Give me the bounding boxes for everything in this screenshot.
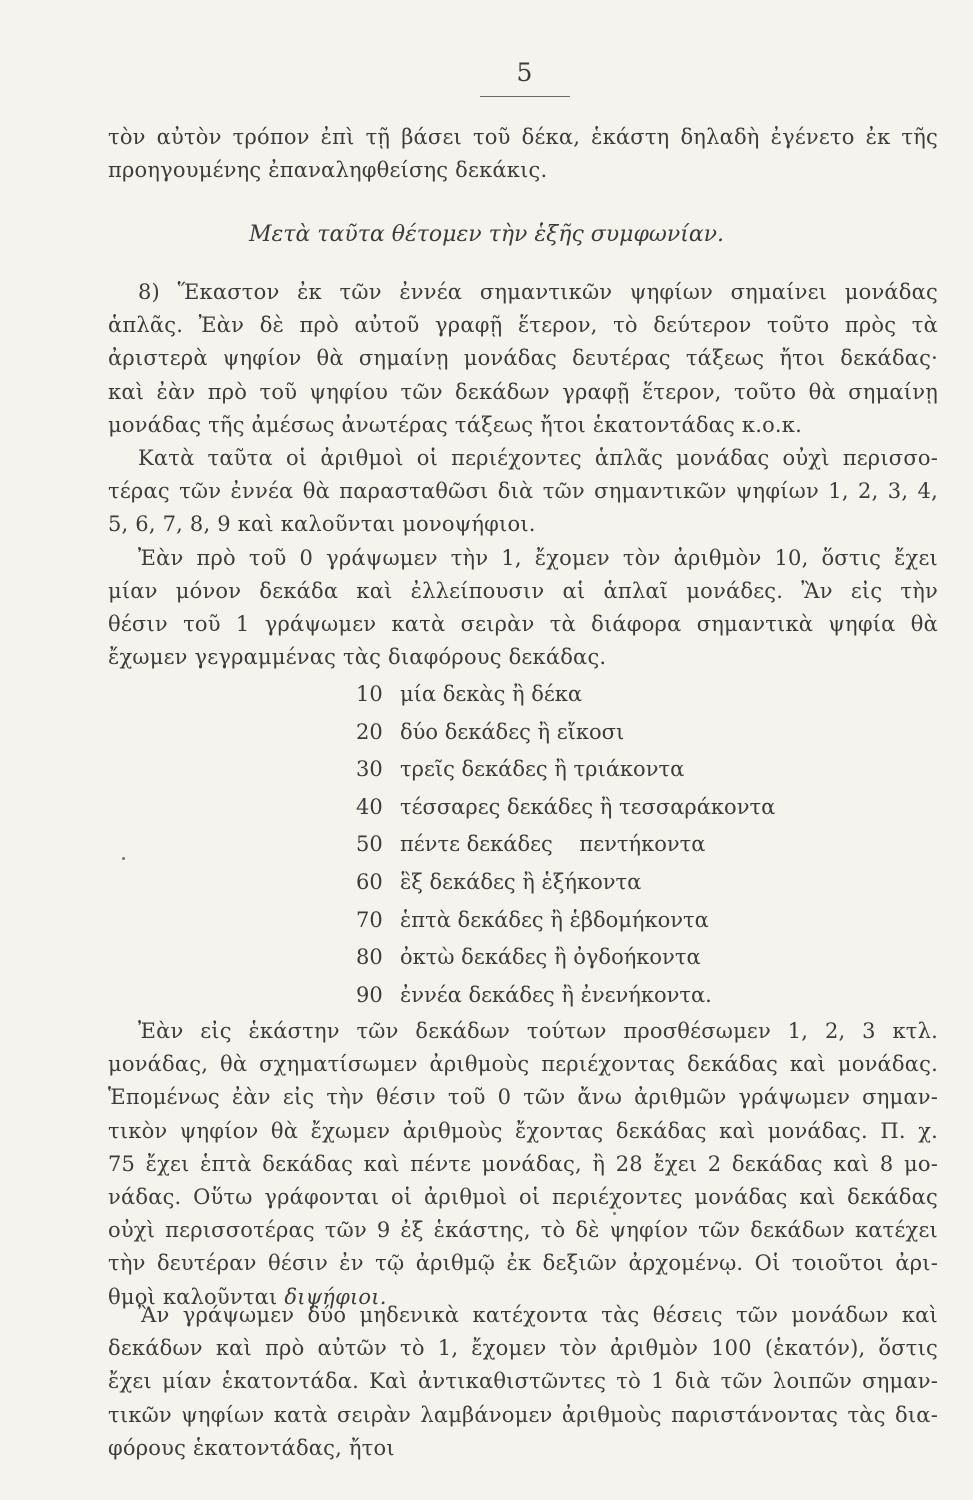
text-line: 8) Ἕκαστον ἐκ τῶν ἐννέα σημαντικῶν ψηφίων σημαίνει μονάδας: [138, 280, 938, 304]
list-item: [356, 751, 775, 789]
text-line: τὴν δευτέραν θέσιν ἐν τῷ ἀριθμῷ ἐκ δεξιῶν ἀρχομένῳ. Οἱ τοιοῦτοι ἀρι-: [108, 1251, 938, 1276]
list-number: 30: [356, 757, 383, 782]
list-text: τρεῖς δεκάδες ἢ τριάκοντα: [400, 757, 685, 782]
text-line: τικῶν ψηφίων κατὰ σειρὰν λαμβάνομεν ἀριθμοὺς παριστάνοντας τὰς δια-: [108, 1402, 938, 1427]
paragraph-hundreds: [108, 1299, 938, 1465]
list-item: [356, 826, 775, 864]
paragraph-continuation: [108, 121, 938, 187]
text-line: τικὸν ψηφίον θὰ ἔχωμεν ἀριθμοὺς ἔχοντας δεκάδας καὶ μονάδας. Π. χ.: [108, 1118, 938, 1143]
text-line: νάδας. Οὕτω γράφονται οἱ ἀριθμοὶ οἱ περιέχοντες μονάδας καὶ δεκάδας: [108, 1185, 938, 1210]
italic-term: διψήφιοι.: [284, 1284, 387, 1309]
list-item: [356, 977, 775, 1015]
list-item: [356, 676, 775, 714]
text-line: 75 ἔχει ἑπτὰ δεκάδας καὶ πέντε μονάδας, ἢ 28 ἔχει 2 δεκάδας καὶ 8 μο-: [108, 1151, 938, 1176]
paper-speck: [613, 1212, 616, 1215]
text-line: τὸν αὐτὸν τρόπον ἐπὶ τῇ βάσει τοῦ δέκα, ἑκάστη δηλαδὴ ἐγένετο ἐκ τῆς: [108, 125, 938, 149]
text-line: φόρους ἑκατοντάδας, ἤτοι: [108, 1435, 395, 1460]
list-text: δύο δεκάδες ἢ εἴκοσι: [400, 719, 625, 744]
list-item: [356, 902, 775, 940]
text-line: καὶ ἐὰν πρὸ τοῦ ψηφίου τῶν δεκάδων γραφῇ ἕτερον, τοῦτο θὰ σημαίνῃ: [108, 379, 938, 404]
list-text: ἐννέα δεκάδες ἢ ἐνενήκοντα.: [400, 982, 712, 1007]
text-line: ἀριστερὰ ψηφίον θὰ σημαίνῃ μονάδας δευτέρας τάξεως ἤτοι δεκάδας·: [108, 346, 938, 371]
text-line: μονάδας, θὰ σχηματίσωμεν ἀριθμοὺς περιέχοντας δεκάδας καὶ μονάδας.: [108, 1052, 938, 1077]
list-item: [356, 864, 775, 902]
text-line: μονάδας τῆς ἀμέσως ἀνωτέρας τάξεως ἤτοι ἑκατοντάδας κ.ο.κ.: [108, 412, 803, 437]
text-line: δεκάδων καὶ πρὸ αὐτῶν τὸ 1, ἔχομεν τὸν ἀριθμὸν 100 (ἑκατόν), ὅστις: [108, 1336, 938, 1361]
list-number: 60: [356, 869, 383, 894]
list-text: μία δεκὰς ἢ δέκα: [400, 682, 583, 706]
page-number-rule: [480, 96, 570, 97]
tens-list: [356, 676, 775, 1014]
text-line: θέσιν τοῦ 1 γράψωμεν κατὰ σειρὰν τὰ διάφορα σημαντικὰ ψηφία θὰ: [108, 612, 938, 637]
list-item: [356, 714, 775, 752]
paragraph-section-8: [108, 276, 938, 674]
text-line: προηγουμένης ἐπαναληφθείσης δεκάκις.: [108, 158, 548, 183]
text-line: Ἐὰν εἰς ἑκάστην τῶν δεκάδων τούτων προσθέσωμεν 1, 2, 3 κτλ.: [138, 1019, 938, 1043]
list-number: 20: [356, 719, 383, 744]
list-text: πέντε δεκάδες πεντήκοντα: [400, 832, 706, 857]
text-line: ἔχωμεν γεγραμμένας τὰς διαφόρους δεκάδας.: [108, 645, 607, 670]
list-number: 90: [356, 982, 383, 1007]
list-number: 50: [356, 832, 383, 857]
paragraph-two-digit: [108, 1015, 938, 1314]
list-item: [356, 939, 775, 977]
text-line: ἁπλᾶς. Ἐὰν δὲ πρὸ αὐτοῦ γραφῇ ἕτερον, τὸ δεύτερον τοῦτο πρὸς τὰ: [108, 313, 938, 338]
text-line: 5, 6, 7, 8, 9 καὶ καλοῦνται μονοψήφιοι.: [108, 512, 536, 537]
text-line: Ἂν γράψωμεν δύο μηδενικὰ κατέχοντα τὰς θέσεις τῶν μονάδων καὶ: [138, 1303, 938, 1327]
list-number: 80: [356, 945, 383, 970]
list-item: [356, 789, 775, 827]
text-line: ἔχει μίαν ἑκατοντάδα. Καὶ ἀντικαθιστῶντες τὸ 1 διὰ τῶν λοιπῶν σημαν-: [108, 1369, 938, 1394]
list-text: τέσσαρες δεκάδες ἢ τεσσαράκοντα: [400, 794, 776, 819]
list-number: 40: [356, 794, 383, 819]
list-number: 10: [356, 682, 383, 706]
text-line: οὐχὶ περισσοτέρας τῶν 9 ἐξ ἑκάστης, τὸ δὲ ψηφίον τῶν δεκάδων κατέχει: [108, 1218, 938, 1243]
paper-speck: [122, 857, 125, 860]
text-line: μίαν μόνον δεκάδα καὶ ἐλλείπουσιν αἱ ἁπλαῖ μονάδες. Ἂν εἰς τὴν: [108, 578, 938, 603]
list-number: 70: [356, 907, 383, 932]
list-text: ἓξ δεκάδες ἢ ἑξήκοντα: [400, 869, 642, 894]
text-line: Κατὰ ταῦτα οἱ ἀριθμοὶ οἱ περιέχοντες ἁπλᾶς μονάδας οὐχὶ περισσο-: [138, 446, 938, 471]
text-line: τέρας τῶν ἐννέα θὰ παρασταθῶσι διὰ τῶν σημαντικῶν ψηφίων 1, 2, 3, 4,: [108, 479, 938, 504]
page-number: 5: [516, 58, 534, 87]
text-line: Ἐὰν πρὸ τοῦ 0 γράψωμεν τὴν 1, ἔχομεν τὸν ἀριθμὸν 10, ὅστις ἔχει: [138, 545, 938, 570]
text-line: Ἑπομένως ἐὰν εἰς τὴν θέσιν τοῦ 0 τῶν ἄνω ἀριθμῶν γράψωμεν σημαν-: [108, 1085, 938, 1110]
list-text: ὀκτὼ δεκάδες ἢ ὀγδοήκοντα: [400, 945, 701, 970]
text-run: θμοὶ καλοῦνται: [108, 1284, 278, 1309]
convention-heading: Μετὰ ταῦτα θέτομεν τὴν ἑξῆς συμφωνίαν.: [248, 222, 725, 247]
list-text: ἑπτὰ δεκάδες ἢ ἑβδομήκοντα: [400, 907, 709, 932]
